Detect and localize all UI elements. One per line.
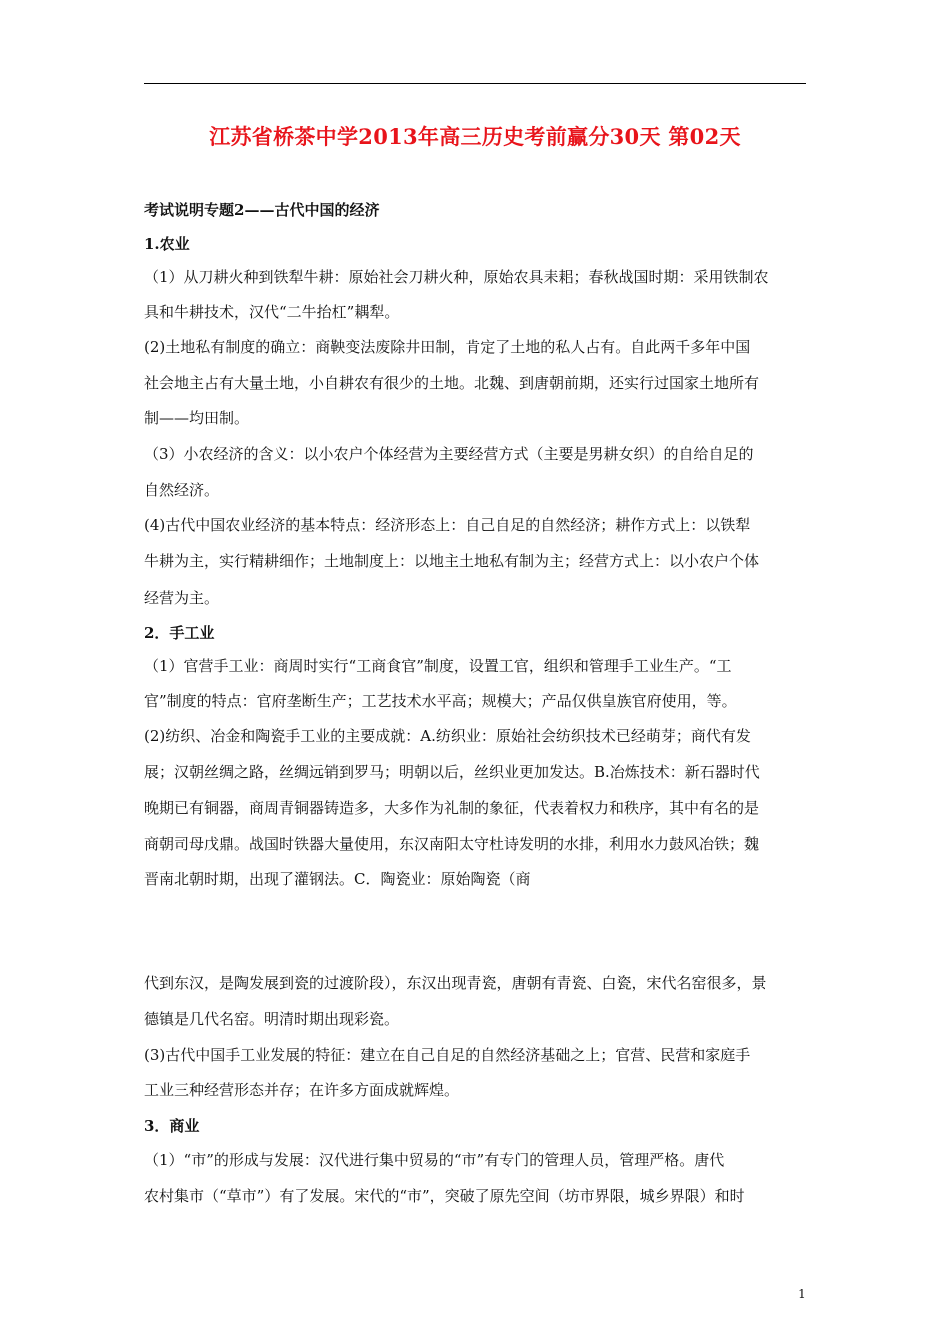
paragraph-line: 展；汉朝丝绸之路，丝绸远销到罗马；明朝以后，丝织业更加发达。B.冶炼技术：新石器时代 — [144, 763, 760, 781]
paragraph-line: 商朝司母戊鼎。战国时铁器大量使用，东汉南阳太守杜诗发明的水排，利用水力鼓风冶铁；魏 — [144, 835, 760, 853]
paragraph-line: 工业三种经营形态并存；在许多方面成就辉煌。 — [144, 1081, 460, 1099]
paragraph-line: (2)土地私有制度的确立：商鞅变法废除井田制，肯定了土地的私人占有。自此两千多年中国 — [144, 338, 751, 356]
paragraph-line: (3)古代中国手工业发展的特征：建立在自己自足的自然经济基础之上；官营、民营和家庭手 — [144, 1046, 751, 1064]
document-title: 江苏省桥茶中学2013年高三历史考前赢分30天 第02天 — [209, 124, 741, 149]
paragraph-line: (4)古代中国农业经济的基本特点：经济形态上：自己自足的自然经济；耕作方式上：以铁犁 — [144, 516, 751, 534]
paragraph-line: 制——均田制。 — [144, 409, 250, 427]
paragraph-line: 晚期已有铜器，商周青铜器铸造多，大多作为礼制的象征，代表着权力和秩序，其中有名的是 — [144, 799, 760, 817]
paragraph-line: 农村集市（“草市”）有了发展。宋代的“市”，突破了原先空间（坊市界限，城乡界限）和时 — [144, 1187, 745, 1205]
paragraph-line: （1）“市”的形成与发展：汉代进行集中贸易的“市”有专门的管理人员，管理严格。唐代 — [144, 1151, 725, 1169]
paragraph-line: (2)纺织、冶金和陶瓷手工业的主要成就：A.纺织业：原始社会纺织技术已经萌芽；商代有发 — [144, 727, 751, 745]
paragraph-line: 德镇是几代名窑。明清时期出现彩瓷。 — [144, 1010, 400, 1028]
paragraph-line: 社会地主占有大量土地，小自耕农有很少的土地。北魏、到唐朝前期，还实行过国家土地所有 — [144, 374, 760, 392]
paragraph-line: （1）官营手工业：商周时实行“工商食官”制度，设置工官，组织和管理手工业生产。“工 — [144, 657, 732, 675]
paragraph-line: 经营为主。 — [144, 589, 220, 607]
paragraph-line: 具和牛耕技术，汉代“二牛抬杠”耦犁。 — [144, 303, 400, 321]
paragraph-line: 晋南北朝时期，出现了灌钢法。C．陶瓷业：原始陶瓷（商 — [144, 870, 531, 888]
section-heading-agriculture: 1.农业 — [144, 235, 190, 253]
paragraph-line: 官”制度的特点：官府垄断生产；工艺技术水平高；规模大；产品仅供皇族官府使用，等。 — [144, 692, 737, 710]
section-heading-topic: 考试说明专题2——古代中国的经济 — [144, 201, 380, 219]
paragraph-line: （3）小农经济的含义：以小农户个体经营为主要经营方式（主要是男耕女织）的自给自足的 — [144, 445, 754, 463]
section-heading-commerce: 3．商业 — [144, 1117, 200, 1135]
section-heading-handicraft: 2．手工业 — [144, 624, 215, 642]
paragraph-line: （1）从刀耕火种到铁犁牛耕：原始社会刀耕火种，原始农具耒耜；春秋战国时期：采用铁制农 — [144, 268, 769, 286]
paragraph-line: 代到东汉，是陶发展到瓷的过渡阶段），东汉出现青瓷，唐朝有青瓷、白瓷，宋代名窑很多，景 — [144, 974, 767, 992]
page-number: 1 — [798, 1287, 806, 1301]
paragraph-line: 自然经济。 — [144, 481, 220, 499]
paragraph-line: 牛耕为主，实行精耕细作；土地制度上：以地主土地私有制为主；经营方式上：以小农户个体 — [144, 552, 760, 570]
header-rule — [144, 83, 806, 84]
